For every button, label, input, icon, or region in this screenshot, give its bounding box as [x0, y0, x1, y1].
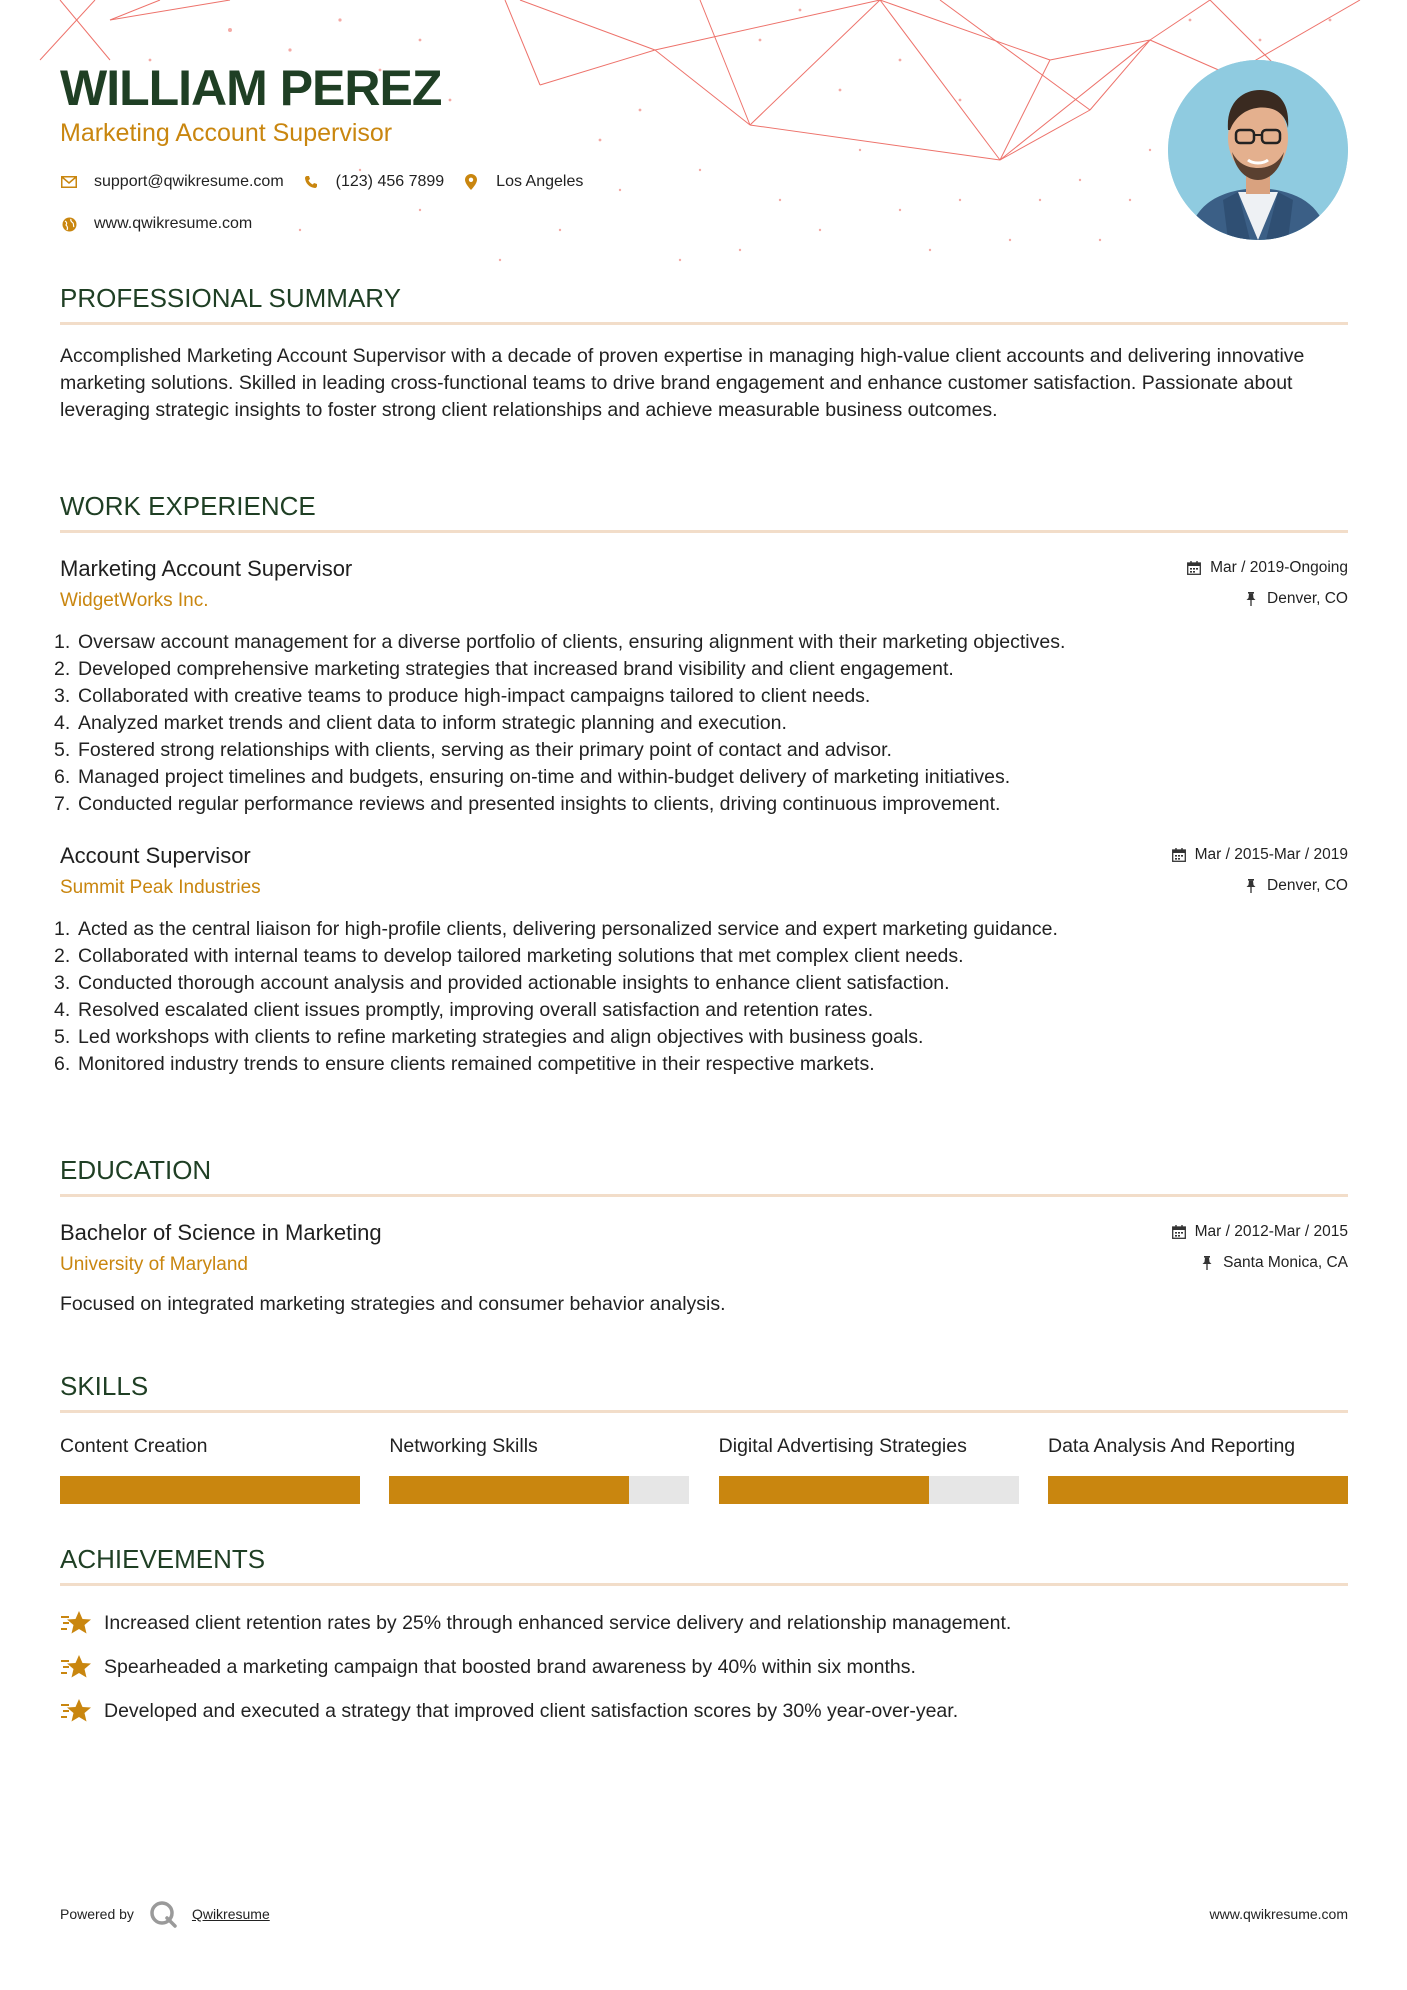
education-description: Focused on integrated marketing strategies and consumer behavior analysis.	[60, 1293, 726, 1315]
globe-icon	[60, 215, 78, 233]
job-meta	[1186, 557, 1348, 610]
achievement-text: Increased client retention rates by 25% through enhanced service delivery and relationship management.	[104, 1611, 1012, 1634]
job-dates	[1186, 557, 1348, 579]
summary-section	[60, 282, 1348, 424]
skills-section	[60, 1370, 1348, 1504]
calendar-icon	[1171, 1224, 1187, 1240]
achievement-text: Spearheaded a marketing campaign that boosted brand awareness by 40% within six months.	[104, 1655, 916, 1678]
skill-item	[719, 1433, 1019, 1504]
section-divider	[60, 322, 1348, 325]
education-dates-text: Mar / 2012-Mar / 2015	[1194, 1223, 1348, 1240]
phone-text: (123) 456 7899	[335, 173, 445, 190]
pushpin-icon	[1243, 878, 1259, 894]
skill-bar	[719, 1476, 1019, 1504]
skill-bar	[60, 1476, 360, 1504]
location-text: Los Angeles	[496, 173, 584, 190]
footer-url[interactable]: www.qwikresume.com	[1209, 1906, 1348, 1922]
contact-email[interactable]	[60, 173, 284, 191]
achievements-section	[60, 1543, 1348, 1738]
job-bullets	[54, 916, 1348, 1078]
contact-row	[60, 170, 1060, 194]
list-item	[60, 1650, 1348, 1684]
skill-name: Networking Skills	[389, 1435, 538, 1457]
list-item: 3. Collaborated with creative teams to produce high-impact campaigns tailored to client needs.	[54, 685, 871, 707]
list-item: 4. Analyzed market trends and client data to inform strategic planning and execution.	[54, 712, 787, 734]
pushpin-icon	[1199, 1255, 1215, 1271]
skill-name: Digital Advertising Strategies	[718, 1435, 967, 1457]
achievement-text: Developed and executed a strategy that improved client satisfaction scores by 30% year-over-year.	[104, 1699, 959, 1722]
contact-location	[462, 173, 583, 191]
section-divider	[60, 530, 1348, 533]
list-item: 6. Managed project timelines and budgets, ensuring on-time and within-budget delivery of marketing initiatives.	[54, 766, 1011, 788]
job-company: WidgetWorks Inc.	[60, 590, 209, 611]
profile-photo	[1168, 60, 1348, 240]
skill-bar	[1048, 1476, 1348, 1504]
star-award-icon	[60, 1608, 94, 1638]
summary-heading: PROFESSIONAL SUMMARY	[60, 283, 401, 313]
contact-website[interactable]	[60, 215, 252, 233]
list-item: 2. Collaborated with internal teams to develop tailored marketing solutions that met complex client needs.	[54, 945, 964, 967]
qwikresume-logo-icon	[148, 1899, 178, 1929]
job-location	[1171, 875, 1348, 897]
email-text: support@qwikresume.com	[94, 173, 284, 190]
job-location-text: Denver, CO	[1267, 590, 1348, 607]
achievements-list	[60, 1606, 1348, 1728]
achievements-heading: ACHIEVEMENTS	[60, 1544, 266, 1574]
job-location-text: Denver, CO	[1267, 877, 1348, 894]
summary-text: Accomplished Marketing Account Supervisor with a decade of proven expertise in managing high-value client accounts and delivering innovative marketing solutions. Skilled in leading cross-functional teams to drive brand engagement and enhance customer satisfaction. Passionate about leveraging strategic insights to foster strong client relationships and achieve measurable business outcomes.	[60, 345, 1305, 421]
map-pin-icon	[462, 173, 480, 191]
candidate-title: Marketing Account Supervisor	[60, 119, 393, 147]
list-item	[60, 1606, 1348, 1640]
job-dates-text: Mar / 2019-Ongoing	[1210, 559, 1348, 576]
resume-header	[60, 60, 1060, 236]
job-title: Marketing Account Supervisor	[60, 556, 353, 581]
candidate-name: WILLIAM PEREZ	[60, 60, 442, 116]
job-meta	[1171, 844, 1348, 897]
education-location-text: Santa Monica, CA	[1223, 1254, 1348, 1271]
list-item: 5. Fostered strong relationships with clients, serving as their primary point of contact and advisor.	[54, 739, 892, 761]
school-name: University of Maryland	[60, 1254, 248, 1275]
skill-item	[1048, 1433, 1348, 1504]
section-divider	[60, 1410, 1348, 1413]
job-dates-text: Mar / 2015-Mar / 2019	[1194, 846, 1348, 863]
education-heading: EDUCATION	[60, 1155, 212, 1185]
list-item	[60, 1694, 1348, 1728]
job-dates	[1171, 844, 1348, 866]
phone-icon	[302, 173, 320, 191]
job-entry	[54, 555, 1348, 818]
job-company: Summit Peak Industries	[60, 877, 261, 898]
skill-item	[60, 1433, 360, 1504]
section-divider	[60, 1583, 1348, 1586]
skill-bar-fill	[60, 1476, 360, 1504]
powered-by-label: Powered by	[60, 1906, 134, 1922]
star-award-icon	[60, 1652, 94, 1682]
list-item: 1. Acted as the central liaison for high-profile clients, delivering personalized service and expert marketing guidance.	[54, 918, 1058, 940]
list-item: 2. Developed comprehensive marketing strategies that increased brand visibility and client engagement.	[54, 658, 954, 680]
skill-name: Data Analysis And Reporting	[1047, 1435, 1296, 1457]
education-entry	[60, 1219, 1348, 1318]
education-section	[60, 1154, 1348, 1318]
list-item: 3. Conducted thorough account analysis and provided actionable insights to enhance client satisfaction.	[54, 972, 950, 994]
powered-by	[60, 1899, 270, 1929]
skill-bar-fill	[389, 1476, 629, 1504]
list-item: 6. Monitored industry trends to ensure clients remained competitive in their respective markets.	[54, 1053, 875, 1075]
list-item: 1. Oversaw account management for a diverse portfolio of clients, ensuring alignment with their marketing objectives.	[54, 631, 1066, 653]
envelope-icon	[60, 173, 78, 191]
skill-name: Content Creation	[60, 1435, 208, 1457]
section-divider	[60, 1194, 1348, 1197]
contact-phone[interactable]	[302, 173, 445, 191]
job-location	[1186, 588, 1348, 610]
skills-list	[60, 1433, 1348, 1504]
job-entry	[54, 842, 1348, 1078]
list-item: 4. Resolved escalated client issues promptly, improving overall satisfaction and retention rates.	[54, 999, 874, 1021]
website-text: www.qwikresume.com	[94, 215, 253, 232]
job-title: Account Supervisor	[60, 843, 251, 868]
page-footer	[60, 1896, 1348, 1932]
list-item: 7. Conducted regular performance reviews and presented insights to clients, driving continuous improvement.	[54, 793, 1001, 815]
education-meta	[1171, 1221, 1348, 1274]
calendar-icon	[1171, 847, 1187, 863]
pushpin-icon	[1243, 591, 1259, 607]
experience-heading: WORK EXPERIENCE	[60, 491, 316, 521]
skill-bar-fill	[1048, 1476, 1348, 1504]
job-bullets	[54, 629, 1348, 818]
skill-bar-fill	[719, 1476, 929, 1504]
contact-row-website	[60, 212, 1060, 236]
education-location	[1171, 1252, 1348, 1274]
education-dates	[1171, 1221, 1348, 1243]
skill-bar	[389, 1476, 689, 1504]
star-award-icon	[60, 1696, 94, 1726]
skill-item	[389, 1433, 689, 1504]
degree-title: Bachelor of Science in Marketing	[60, 1220, 382, 1245]
skills-heading: SKILLS	[60, 1371, 149, 1401]
brand-link[interactable]: Qwikresume	[191, 1906, 270, 1922]
experience-section	[54, 490, 1348, 1078]
list-item: 5. Led workshops with clients to refine marketing strategies and align objectives with business goals.	[54, 1026, 924, 1048]
calendar-icon	[1186, 560, 1202, 576]
